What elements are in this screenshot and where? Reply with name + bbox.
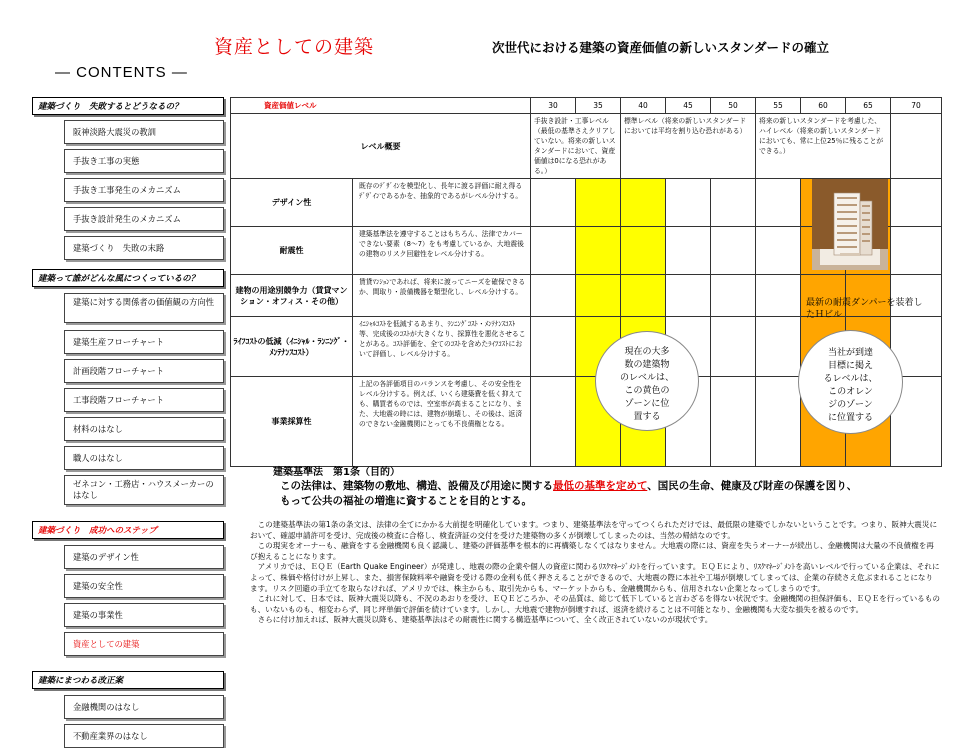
sidebar-section	[32, 97, 224, 260]
callout-line: 当社が到達	[827, 348, 873, 358]
yellow-zone-callout	[595, 331, 699, 431]
level-header: 60	[801, 98, 846, 114]
row-desc: 既存のﾃﾞｻﾞｲﾝを模型化し、長年に渡る評価に耐え得るﾃﾞｻﾞｲﾝであるかを、抽象的であるがレベル分けする。	[353, 179, 531, 227]
page-title: 資産としての建築	[214, 36, 375, 58]
building-caption: 最新の耐震ダンパーを装着したＨビル	[806, 298, 923, 320]
table-header-row	[231, 98, 942, 114]
sidebar-item[interactable]: 手抜き設計発生のメカニズム	[64, 207, 224, 231]
contents-heading: — CONTENTS —	[55, 64, 188, 81]
sidebar-item[interactable]: 手抜き工事の実態	[64, 149, 224, 173]
sidebar-item[interactable]: 建築のデザイン性	[64, 545, 224, 569]
sidebar-item[interactable]: 阪神淡路大震災の教訓	[64, 120, 224, 144]
sidebar-item-active[interactable]: 資産としての建築	[64, 632, 224, 656]
page-subtitle: 次世代における建築の資産価値の新しいスタンダードの確立	[492, 40, 830, 55]
sidebar-section	[32, 671, 224, 748]
law-text-highlight: 最低の基準を定めて	[553, 480, 648, 492]
sidebar-item[interactable]: 建築づくり 失敗の末路	[64, 236, 224, 260]
callout-line: 現在の大多	[624, 347, 670, 357]
sidebar-item[interactable]: 職人のはなし	[64, 446, 224, 470]
sidebar-section-heading[interactable]: 建築づくり 成功へのステップ	[32, 521, 224, 539]
body-paragraph: この現実をオーナーも、融資をする金融機関も良く認識し、建築の評価基準を根本的に再構築しなくてはなりません。大地震の際には、資産を失うオーナーが続出し、金融機関は大量の不良債権を再び抱えることになります。	[250, 541, 934, 561]
building-model-image	[812, 179, 888, 270]
row-label: 建物の用途別競争力（賃貸マンション・オフィス・その他）	[231, 275, 353, 317]
row-desc: 上記の各評価項目のバランスを考慮し、その安全性をレベル分けする。例えば、いくら建築費を低く抑えても、購買者ものでは、空室率が高まることになり、また、大地震の時には、建物が崩壊し、その後は、返済のできない金融機関にとっても不良債権となる。	[353, 377, 531, 467]
sidebar-item[interactable]: 建築の安全性	[64, 574, 224, 598]
sidebar-item[interactable]: 工事段階フローチャート	[64, 388, 224, 412]
orange-zone-callout	[798, 330, 903, 434]
body-paragraph: この建築基準法の第1条の条文は、法律の全てにかかる大前提を明確化しています。つまり、建築基準法を守ってつくられただけでは、最低限の建築でしかないということです。つまり、阪神大震災において、確認申請許可を受け、完成後の検査に合格し、検査済証の交付を受けた建築物の多くが倒壊してしまったのは、当然の帰結なのです。	[250, 520, 938, 540]
callout-line: のレベルは、	[619, 373, 674, 383]
callout-line: 置する	[633, 412, 661, 422]
yellow-zone-cell	[576, 227, 621, 275]
sidebar-item[interactable]: 不動産業界のはなし	[64, 724, 224, 748]
law-text	[280, 479, 860, 509]
sidebar-section	[32, 521, 224, 656]
row-label: デザイン性	[231, 179, 353, 227]
level-header: 30	[531, 98, 576, 114]
sidebar-section-heading[interactable]: 建築づくり 失敗するとどうなるの？	[32, 97, 224, 115]
row-desc: ｲﾆｼｬﾙｺｽﾄを低減するあまり、ﾗﾝﾆﾝｸﾞｺｽﾄ・ﾒﾝﾃﾅﾝｽｺｽﾄ等、完成後のｺｽﾄが大きくなり、採算性を悪化させることがある。ｺｽﾄ評価を、全てのｺｽﾄを含めたﾗｲﾌｺｽﾄにおいて評価し、レベル分けする。	[353, 317, 531, 377]
level-header: 35	[576, 98, 621, 114]
callout-line: 数の建築物	[624, 360, 670, 370]
callout-line: るレベルは、	[823, 374, 878, 384]
law-title: 建築基準法 第1条（目的）	[273, 467, 400, 478]
row-label: ﾗｲﾌｺｽﾄの低減（ｲﾆｼｬﾙ・ﾗﾝﾆﾝｸﾞ・ﾒﾝﾃﾅﾝｽｺｽﾄ）	[231, 317, 353, 377]
row-label: 耐震性	[231, 227, 353, 275]
sidebar-item[interactable]: 手抜き工事発生のメカニズム	[64, 178, 224, 202]
level-note-low: 手抜き設計・工事レベル（最低の基準さえクリアしていない。将来の新しいスタンダードにおいて、資産価値は0になる恐れがある。）	[531, 114, 621, 179]
law-text-pre: この法律は、建築物の敷地、構造、設備及び用途に関する	[280, 480, 553, 492]
table-row	[231, 114, 942, 179]
sidebar-item[interactable]: 建築に対する関係者の価値観の方向性	[64, 293, 224, 323]
sidebar-item[interactable]: 建築の事業性	[64, 603, 224, 627]
body-paragraph: さらに付け加えれば、阪神大震災以降も、建築基準法はその耐震性に関する構造基準について、全く改正されていないのが現状です。	[257, 615, 713, 625]
level-header: 45	[666, 98, 711, 114]
sidebar-item[interactable]: 計画段階フローチャート	[64, 359, 224, 383]
sidebar-item[interactable]: 材料のはなし	[64, 417, 224, 441]
body-paragraph: アメリカでは、ＥＱＥ（Earth Quake Engineer）が発達し、地震の際の企業や個人の資産に関わるﾘｽｸﾏﾈｰｼﾞﾒﾝﾄを行っています。ＥＱＥにより、ﾘｽｸﾏﾈｰｼﾞﾒﾝﾄを高いレベルで行っている企業は、それによって、株価や格付けが上昇し、また、損害保険料率や融資を受ける際の金利も低く押さえることができるので、大地震の際に本社や工場が倒壊してしまっては、企業の存続さえ危ぶまれることになります。リスク回避の手立てを取らなければ、アメリカでは、株主からも、取引先からも、マーケットからも、金融機関からも、信用されない企業となってしまうのです。	[250, 562, 940, 593]
sidebar-item[interactable]: ゼネコン・工務店・ハウスメーカーのはなし	[64, 475, 224, 505]
row-desc: 賃貸ﾏﾝｼｮﾝであれば、将来に渡ってニーズを確保できるか、間取り・設備機器を類型化し、レベル分けする。	[353, 275, 531, 317]
table-title: 資産価値レベル	[231, 98, 531, 114]
level-header: 65	[846, 98, 891, 114]
row-label: 事業採算性	[231, 377, 353, 467]
sidebar-section-heading[interactable]: 建築って誰がどんな風につくっているの？	[32, 269, 224, 287]
body-paragraph: これに対して、日本では、阪神大震災以降も、不況のあおりを受け、ＥＱＥどころか、その品質は、総じて低下していると言わざるを得ない状況です。金融機関の担保評価も、ＥＱＥを行っているものも、いないものも、相変わらず、同じ坪単価で評価を続けています。しかし、大地震で建物が倒壊すれば、返済を続けることは不可能となり、金融機関も大変な損失を被るのです。	[250, 594, 940, 614]
level-header: 55	[756, 98, 801, 114]
callout-line: このオレン	[828, 387, 873, 397]
sidebar-item[interactable]: 金融機関のはなし	[64, 695, 224, 719]
level-header: 50	[711, 98, 756, 114]
level-header: 70	[891, 98, 942, 114]
sidebar-section	[32, 269, 224, 505]
callout-line: に位置する	[827, 413, 873, 423]
sidebar-nav	[32, 97, 224, 748]
sidebar-section-heading[interactable]: 建築にまつわる改正案	[32, 671, 224, 689]
callout-line: 目標に掲え	[827, 361, 873, 371]
body-text	[250, 520, 940, 626]
level-note-high: 将来の新しいスタンダードを考慮した、ハイレベル（将来の新しいスタンダードにおいても、常に上位25％に残ることができる。）	[756, 114, 891, 179]
yellow-zone-cell	[576, 275, 621, 317]
callout-line: この黄色の	[624, 386, 670, 396]
level-note-standard: 標準レベル（将来の新しいスタンダードにおいては平均を割り込む恐れがある）	[621, 114, 756, 179]
sidebar-item[interactable]: 建築生産フローチャート	[64, 330, 224, 354]
yellow-zone-cell	[621, 179, 666, 227]
level-overview-label: レベル概要	[231, 114, 531, 179]
yellow-zone-cell	[621, 275, 666, 317]
callout-line: ジのゾーン	[828, 400, 873, 410]
level-header: 40	[621, 98, 666, 114]
yellow-zone-cell	[576, 179, 621, 227]
yellow-zone-cell	[621, 227, 666, 275]
callout-line: ゾーンに位	[624, 399, 670, 409]
row-desc: 建築基準法を遵守することはもちろん、法律でカバーできない要素（8～7）をも考慮しているか、大地震後の建物のリスク回避性をレベル分けする。	[353, 227, 531, 275]
law-text-post: 、国民の生命、健康及び財産の保護を図り、もって公共の福祉の増進に資することを目的とする。	[280, 480, 858, 507]
